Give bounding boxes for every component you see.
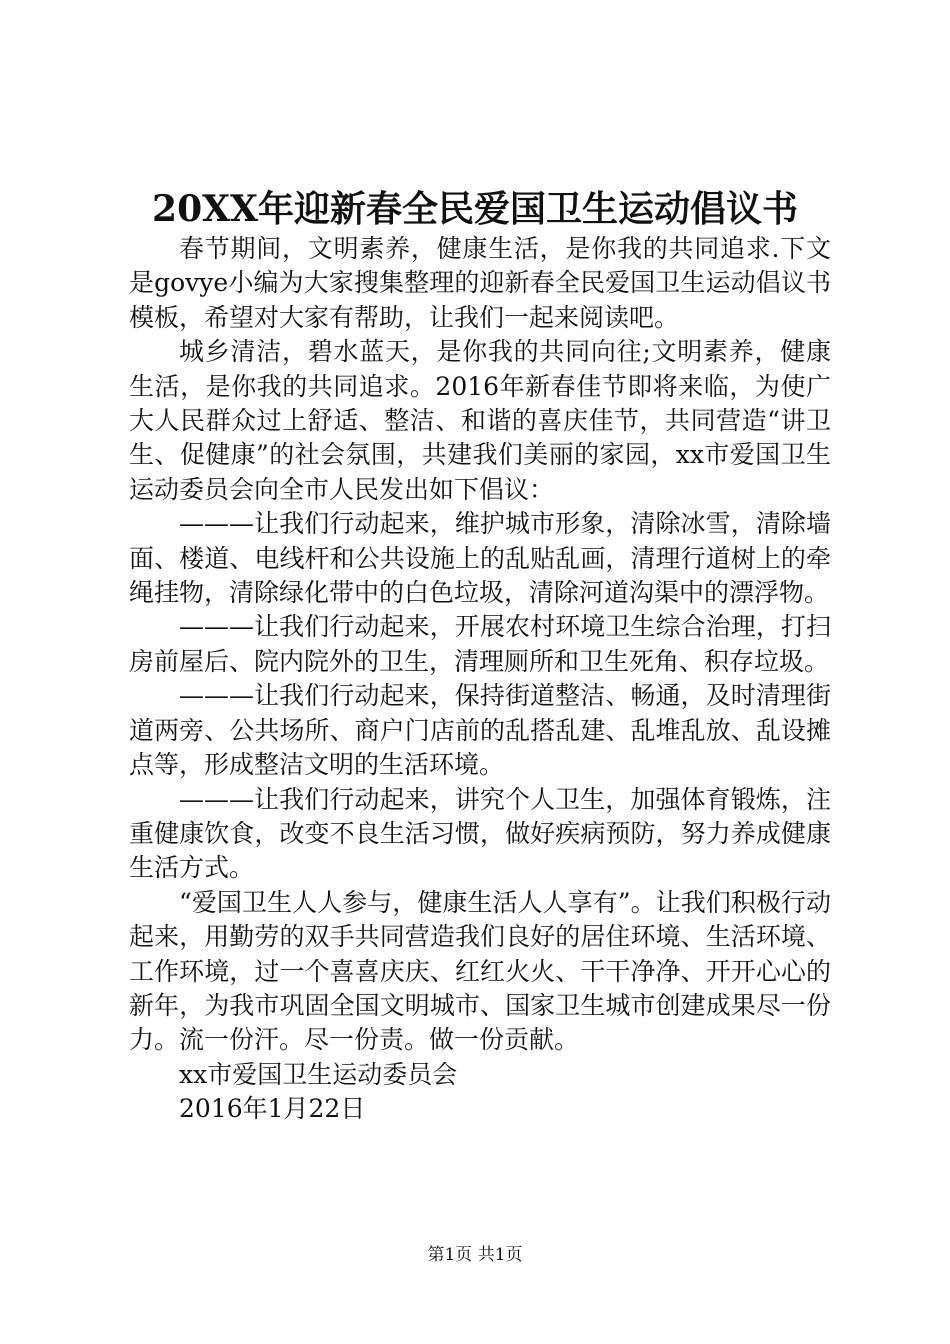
signature-date: 2016年1月22日 bbox=[179, 1094, 366, 1124]
paragraph-proposal-city: ———让我们行动起来，维护城市形象，清除冰雪，清除墙面、楼道、电线杆和公共设施上的乱贴乱画，清理行道树上的牵绳挂物，清除绿化带中的白色垃圾，清除河道沟渠中的漂浮物。 bbox=[129, 509, 831, 608]
paragraph-intro: 春节期间，文明素养，健康生活，是你我的共同追求.下文是govye小编为大家搜集整理的迎新春全民爱国卫生运动倡议书模板，希望对大家有帮助，让我们一起来阅读吧。 bbox=[129, 234, 831, 332]
paragraph-proposal-rural: ———让我们行动起来，开展农村环境卫生综合治理，打扫房前屋后、院内院外的卫生，清理厕所和卫生死角、积存垃圾。 bbox=[129, 612, 831, 676]
paragraph-proposal-personal: ———让我们行动起来，讲究个人卫生，加强体育锻炼，注重健康饮食，改变不良生活习惯，做好疾病预防，努力养成健康生活方式。 bbox=[129, 784, 831, 883]
paragraph-closing: “爱国卫生人人参与，健康生活人人享有”。让我们积极行动起来，用勤劳的双手共同营造我们良好的居住环境、生活环境、工作环境，过一个喜喜庆庆、红红火火、干干净净、开开心心的新年，为我市巩固全国文明城市、国家卫生城市创建成果尽一份力。流一份汗。尽一份责。做一份贡献。 bbox=[129, 887, 831, 1055]
document-body bbox=[129, 232, 831, 1127]
page-footer: 第1页 共1页 bbox=[427, 1245, 523, 1265]
signature: xx市爱国卫生运动委员会 bbox=[179, 1059, 458, 1089]
paragraph-proposal-streets: ———让我们行动起来，保持街道整洁、畅通，及时清理街道两旁、公共场所、商户门店前的乱搭乱建、乱堆乱放、乱设摊点等，形成整洁文明的生活环境。 bbox=[129, 681, 831, 780]
document-title: 20XX年迎新春全民爱国卫生运动倡议书 bbox=[152, 188, 798, 230]
paragraph-preamble: 城乡清洁，碧水蓝天，是你我的共同向往;文明素养，健康生活，是你我的共同追求。2016年新春佳节即将来临，为使广大人民群众过上舒适、整洁、和谐的喜庆佳节，共同营造“讲卫生、促健康”的社会氛围，共建我们美丽的家园，xx市爱国卫生运动委员会向全市人民发出如下倡议： bbox=[129, 337, 831, 504]
